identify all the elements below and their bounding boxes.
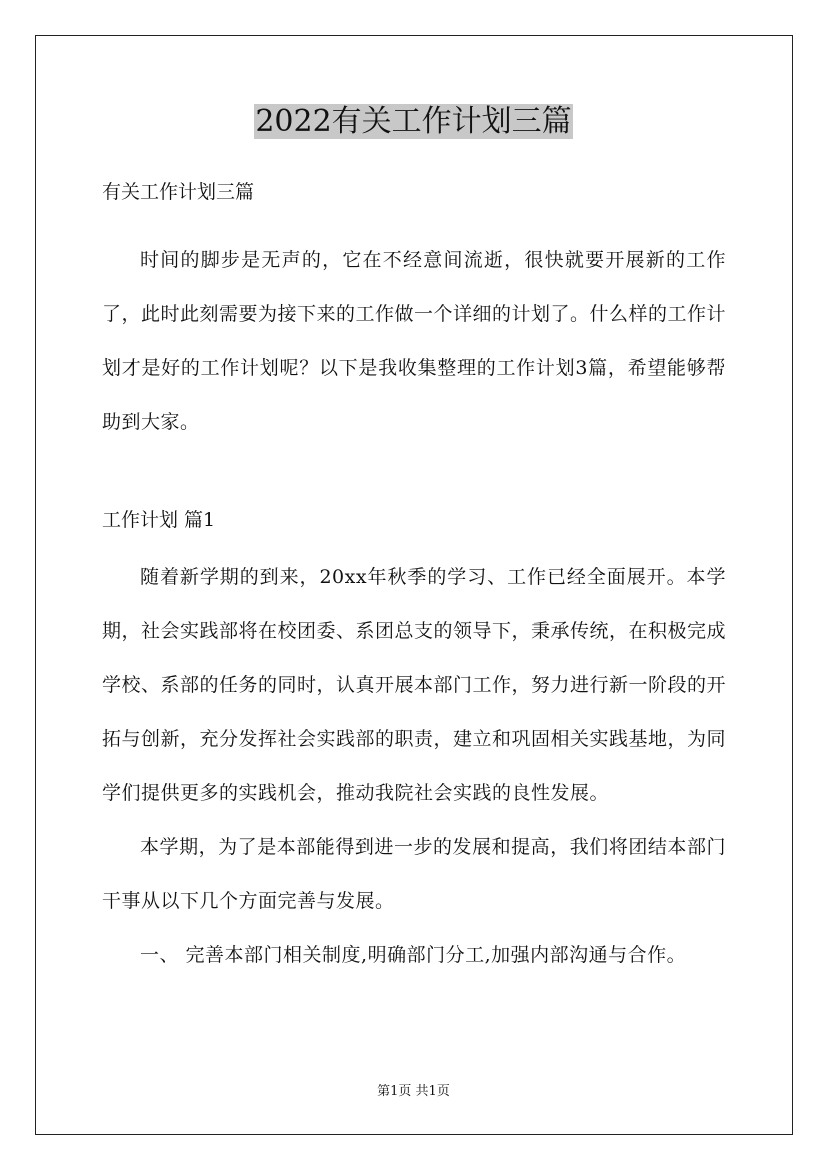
document-subtitle: 有关工作计划三篇 bbox=[102, 181, 255, 203]
section-paragraph: 一、 完善本部门相关制度,明确部门分工,加强内部沟通与合作。 bbox=[140, 944, 687, 966]
document-title bbox=[0, 100, 827, 144]
intro-paragraph: 时间的脚步是无声的，它在不经意间流逝，很快就要开展新的工作了，此时此刻需要为接下来的工作做一个详细的计划了。什么样的工作计划才是好的工作计划呢？以下是我收集整理的工作计划3篇，希望能够帮助到大家。 bbox=[102, 249, 727, 433]
page-footer: 第1页 共1页 bbox=[377, 1084, 450, 1099]
section-paragraph: 本学期，为了是本部能得到进一步的发展和提高，我们将团结本部门干事从以下几个方面完善与发展。 bbox=[102, 836, 726, 912]
section-paragraph: 随着新学期的到来，20xx年秋季的学习、工作已经全面展开。本学期，社会实践部将在校团委、系团总支的领导下，秉承传统，在积极完成学校、系部的任务的同时，认真开展本部门工作，努力进行新一阶段的开拓与创新，充分发挥社会实践部的职责，建立和巩固相关实践基地，为同学们提供更多的实践机会，推动我院社会实践的良性发展。 bbox=[102, 566, 727, 804]
section-heading: 工作计划 篇1 bbox=[102, 509, 216, 531]
document-title-text: 2022有关工作计划三篇 bbox=[255, 104, 572, 139]
document-body bbox=[102, 176, 726, 982]
